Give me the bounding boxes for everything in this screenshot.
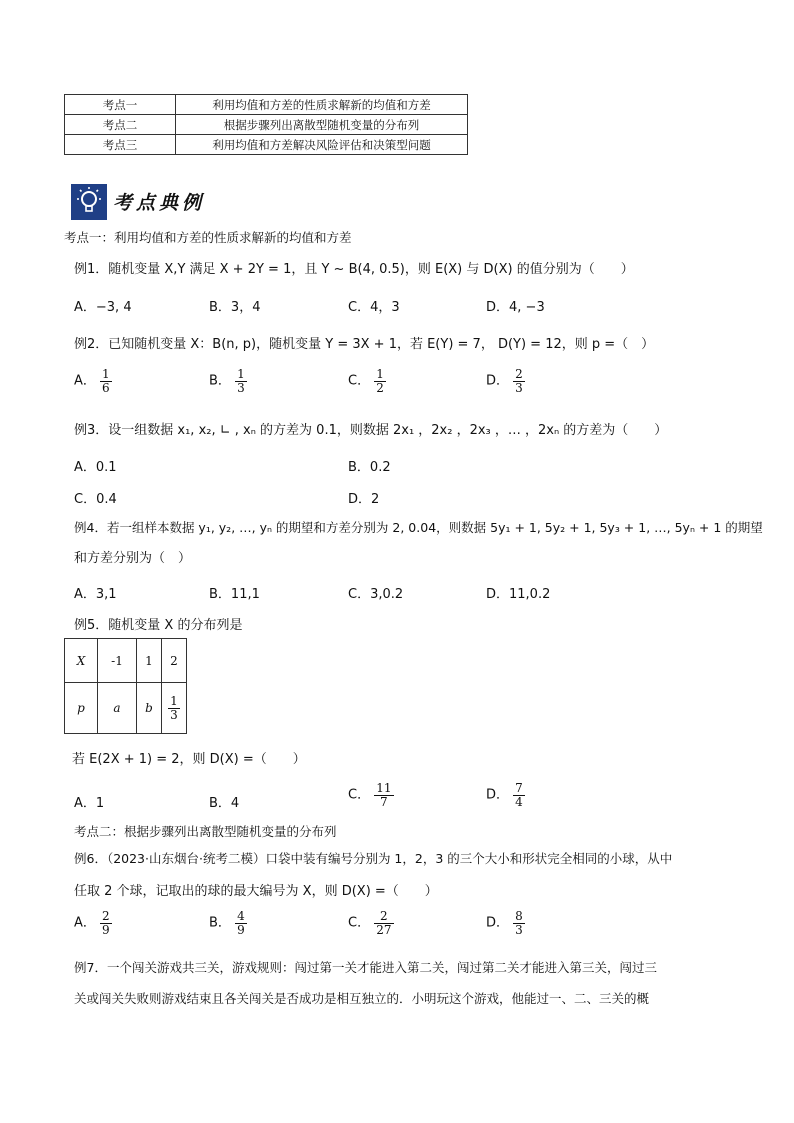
ex1-option-d: D．4, −3 [486, 300, 545, 315]
option-label: A． [74, 915, 96, 931]
fraction [374, 910, 393, 936]
ex3-stem: 例3．设一组数据 x₁, x₂, ∟ , xₙ 的方差为 0.1，则数据 2x₁ ，2x₂ ，2x₃ ，… ，2xₙ 的方差为（ ） [74, 423, 668, 438]
topic-value: 利用均值和方差解决风险评估和决策型问题 [176, 135, 468, 155]
ex1-stem: 例1．随机变量 X,Y 满足 X + 2Y = 1，且 Y ~ B(4, 0.5)，则 E(X) 与 D(X) 的值分别为（ ） [74, 262, 634, 277]
fraction [513, 368, 525, 394]
ex6-option-d [486, 910, 525, 936]
topic-key: 考点三 [65, 135, 176, 155]
option-label: A． [74, 373, 96, 389]
fraction [235, 910, 247, 936]
ex3-option-b: B．0.2 [348, 460, 391, 475]
table-cell: p [65, 683, 98, 734]
option-label: D． [486, 787, 510, 803]
option-label: C． [348, 787, 371, 803]
table-row [65, 135, 468, 155]
ex2-option-c [348, 368, 386, 394]
ex5-stem: 例5．随机变量 X 的分布列是 [74, 618, 243, 633]
denominator: 3 [170, 707, 178, 722]
table-row [65, 115, 468, 135]
ex4-line1: 例4．若一组样本数据 y₁, y₂, …, yₙ 的期望和方差分别为 2, 0.04，则数据 5y₁ + 1, 5y₂ + 1, 5y₃ + 1, …, 5yₙ + 1 的期望 [74, 520, 763, 535]
option-label: B． [209, 915, 231, 931]
ex6-line1: 例6．（2023·山东烟台·统考二模）口袋中装有编号分别为 1，2，3 的三个大小和形状完全相同的小球，从中 [74, 851, 673, 866]
ex3-option-c: C．0.4 [74, 492, 117, 507]
ex4-option-b: B．11,1 [209, 587, 260, 602]
numerator: 1 [237, 367, 245, 381]
ex7-line1: 例7．一个闯关游戏共三关，游戏规则：闯过第一关才能进入第二关，闯过第二关才能进入第三关，闯过三 [74, 960, 657, 975]
topic-key: 考点二 [65, 115, 176, 135]
ex6-line2: 任取 2 个球，记取出的球的最大编号为 X，则 D(X) =（ ） [74, 884, 438, 899]
ex5-option-b: B．4 [209, 796, 240, 811]
ex6-option-b [209, 910, 247, 936]
topic-value: 利用均值和方差的性质求解新的均值和方差 [176, 95, 468, 115]
numerator: 7 [515, 781, 523, 795]
table-row [65, 683, 187, 734]
ex2-option-d [486, 368, 525, 394]
table-row [65, 639, 187, 683]
fraction [100, 910, 112, 936]
ex1-option-c: C．4，3 [348, 300, 400, 315]
topic-key: 考点一 [65, 95, 176, 115]
ex6-option-c [348, 910, 394, 936]
fraction [168, 695, 180, 721]
ex3-option-a: A．0.1 [74, 460, 117, 475]
table-cell: a [98, 683, 137, 734]
ex6-option-a [74, 910, 112, 936]
denominator: 9 [237, 922, 245, 937]
distribution-table [64, 638, 187, 734]
ex2-option-b [209, 368, 247, 394]
numerator: 1 [170, 693, 178, 708]
denominator: 7 [380, 794, 388, 809]
numerator: 2 [102, 909, 110, 923]
ex4-option-a: A．3,1 [74, 587, 117, 602]
fraction [513, 910, 525, 936]
fraction [374, 368, 386, 394]
option-label: C． [348, 373, 371, 389]
table-cell: 2 [162, 639, 187, 683]
option-label: D． [486, 915, 510, 931]
ex5-option-a: A．1 [74, 796, 105, 811]
topic-value: 根据步骤列出离散型随机变量的分布列 [176, 115, 468, 135]
table-row [65, 95, 468, 115]
denominator: 3 [515, 380, 523, 395]
fraction [513, 782, 525, 808]
option-label: D． [486, 373, 510, 389]
ex4-option-d: D．11,0.2 [486, 587, 551, 602]
denominator: 3 [237, 380, 245, 395]
table-cell: -1 [98, 639, 137, 683]
denominator: 27 [376, 922, 392, 937]
ex5-option-c [348, 782, 394, 808]
table-cell: b [137, 683, 162, 734]
denominator: 3 [515, 922, 523, 937]
denominator: 2 [376, 380, 384, 395]
topic-summary-table [64, 94, 468, 155]
ex4-line2: 和方差分别为（ ） [74, 551, 192, 566]
ex5-option-d [486, 782, 525, 808]
numerator: 1 [376, 367, 384, 381]
ex1-option-b: B．3，4 [209, 300, 261, 315]
table-cell: X [65, 639, 98, 683]
option-label: C． [348, 915, 371, 931]
numerator: 11 [376, 781, 392, 795]
topic2-heading: 考点二：根据步骤列出离散型随机变量的分布列 [74, 824, 337, 839]
lightbulb-icon [71, 184, 107, 220]
denominator: 4 [515, 794, 523, 809]
numerator: 2 [374, 910, 393, 924]
numerator: 4 [237, 909, 245, 923]
ex3-option-d: D．2 [348, 492, 380, 507]
fraction [374, 782, 393, 808]
ex2-stem: 例2．已知随机变量 X：B(n, p)，随机变量 Y = 3X + 1，若 E(Y) = 7， D(Y) = 12，则 p =（ ） [74, 337, 655, 352]
option-label: B． [209, 373, 231, 389]
ex4-option-c: C．3,0.2 [348, 587, 404, 602]
ex5-question: 若 E(2X + 1) = 2，则 D(X) =（ ） [72, 752, 306, 767]
ex7-line2: 关或闯关失败则游戏结束且各关闯关是否成功是相互独立的．小明玩这个游戏，他能过一、二、三关的概 [74, 991, 650, 1006]
section-title: 考点典例 [113, 192, 206, 214]
numerator: 1 [102, 367, 110, 381]
topic1-heading: 考点一：利用均值和方差的性质求解新的均值和方差 [64, 230, 352, 245]
fraction [100, 368, 112, 394]
numerator: 8 [515, 909, 523, 923]
numerator: 2 [515, 367, 523, 381]
denominator: 9 [102, 922, 110, 937]
denominator: 6 [102, 380, 110, 395]
ex2-option-a [74, 368, 112, 394]
ex1-option-a: A．−3, 4 [74, 300, 132, 315]
fraction [235, 368, 247, 394]
table-cell [162, 683, 187, 734]
table-cell: 1 [137, 639, 162, 683]
